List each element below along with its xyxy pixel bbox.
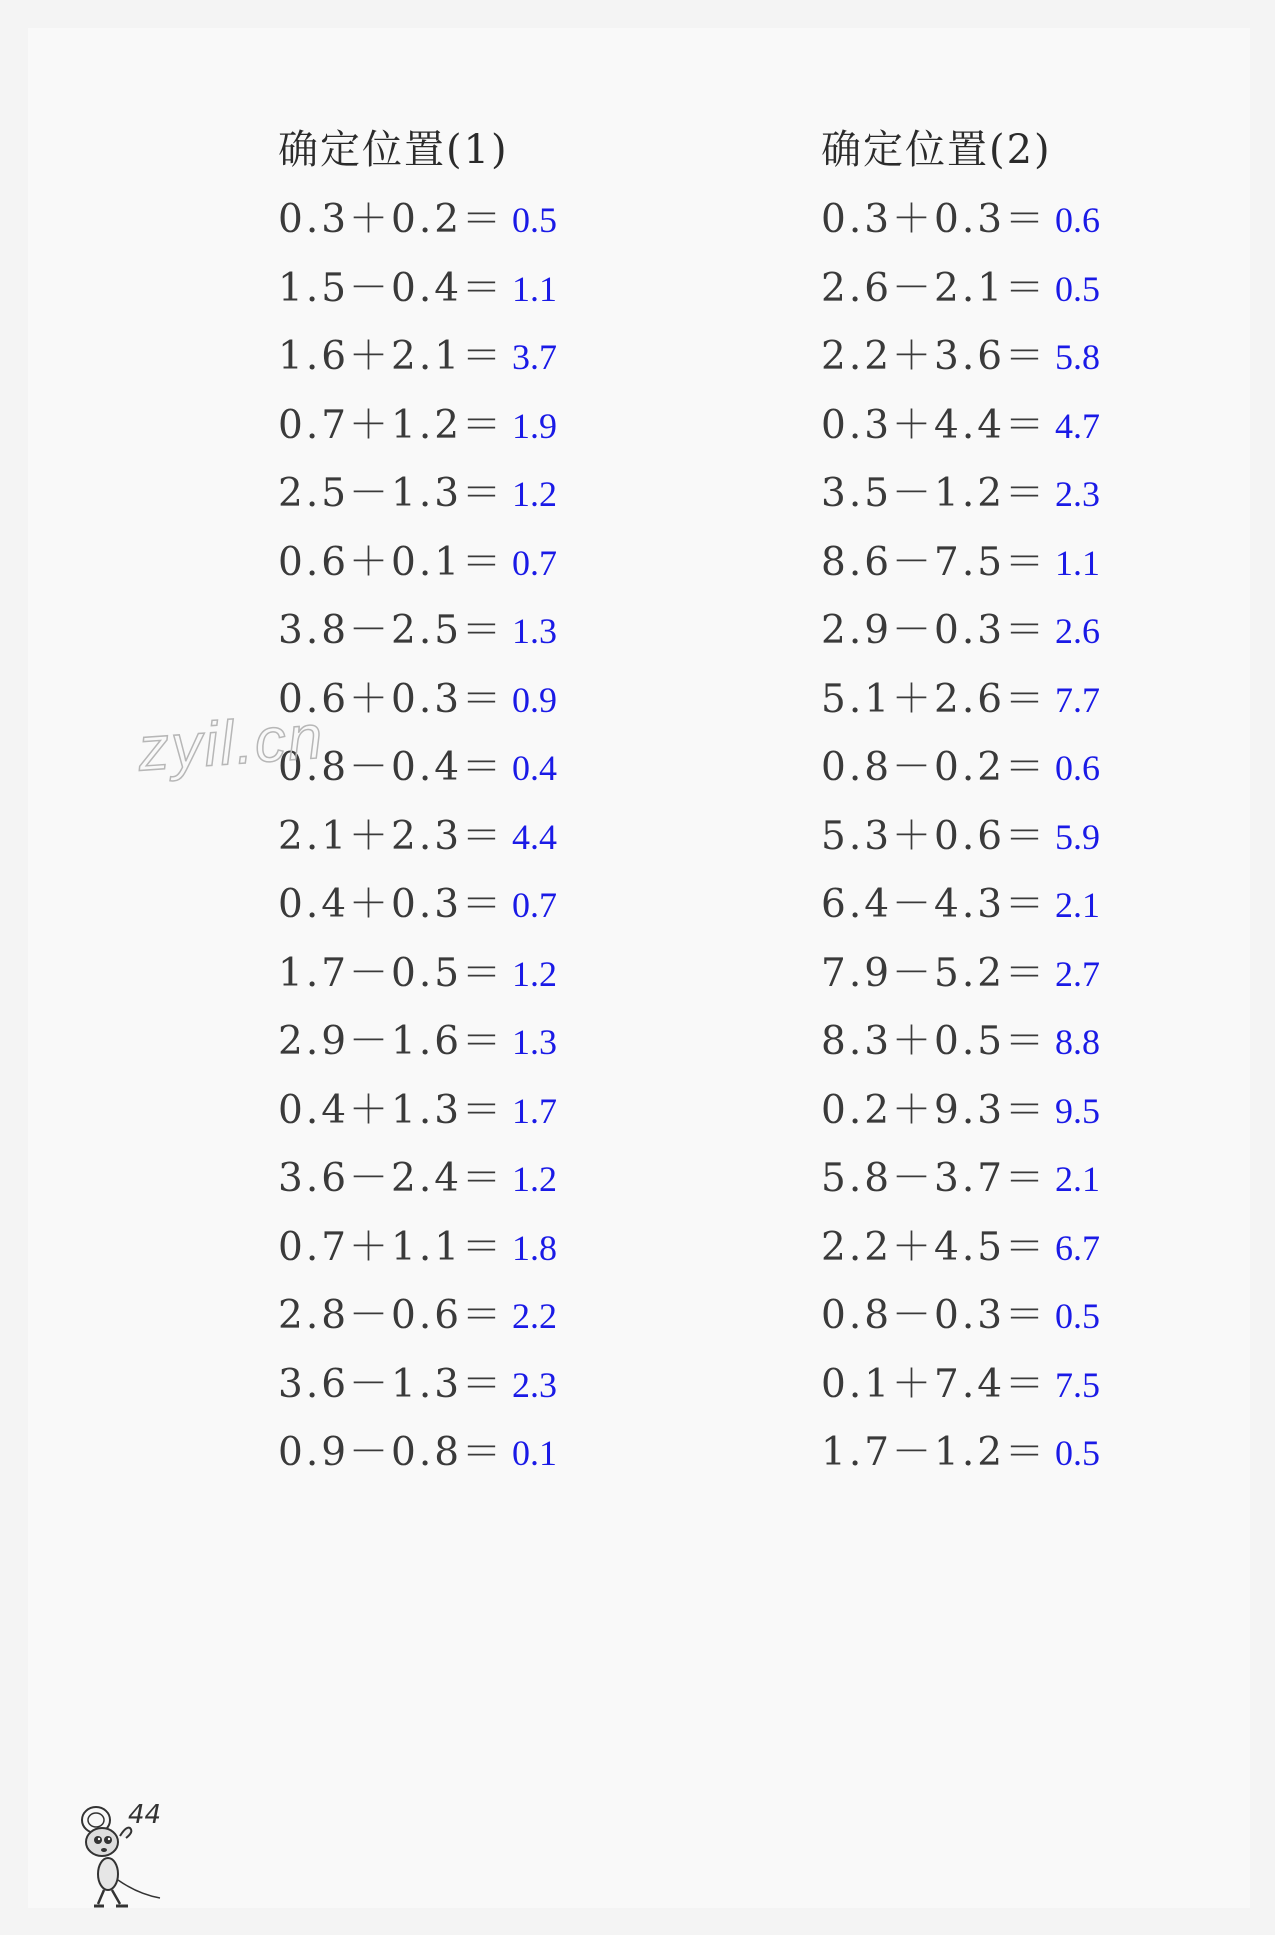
equation-expression: 1.7－1.2＝ <box>821 1430 1048 1475</box>
equation-answer: 0.5 <box>512 200 558 240</box>
equation-answer: 7.7 <box>1055 679 1101 720</box>
equation-expression: 0.1＋7.4＝ <box>821 1361 1048 1407</box>
equation-row <box>821 1291 1100 1341</box>
equation-row <box>278 469 557 519</box>
equation-expression: 5.1＋2.6＝ <box>821 676 1048 722</box>
equation-answer: 4.7 <box>1055 405 1101 446</box>
equation-row <box>821 606 1100 656</box>
equation-answer: 0.9 <box>512 679 558 720</box>
equation-row <box>278 1017 557 1067</box>
equation-expression: 0.6＋0.1＝ <box>278 539 505 585</box>
equation-row <box>278 195 557 245</box>
equation-expression: 0.3＋0.2＝ <box>278 197 505 242</box>
equation-answer: 9.5 <box>1055 1090 1101 1131</box>
equation-row <box>278 812 557 862</box>
equation-answer: 0.7 <box>512 885 558 925</box>
equation-row <box>821 1017 1100 1067</box>
equation-answer: 2.1 <box>1055 885 1101 925</box>
equation-answer: 1.1 <box>1055 542 1101 583</box>
equation-expression: 3.5－1.2＝ <box>821 471 1048 516</box>
equation-answer: 0.5 <box>1055 1433 1101 1473</box>
equation-answer: 3.7 <box>512 337 558 377</box>
equation-answer: 1.2 <box>512 474 558 514</box>
equation-row <box>821 195 1100 245</box>
equation-answer: 8.8 <box>1055 1022 1101 1062</box>
equation-expression: 2.5－1.3＝ <box>278 471 505 516</box>
equation-row <box>278 264 557 314</box>
equation-answer: 5.9 <box>1055 816 1101 857</box>
equation-expression: 1.6＋2.1＝ <box>278 334 505 379</box>
equation-row <box>278 538 557 588</box>
equation-expression: 0.3＋0.3＝ <box>821 197 1048 242</box>
equation-answer: 2.7 <box>1055 953 1101 994</box>
equation-expression: 0.3＋4.4＝ <box>821 402 1048 448</box>
watermark-text: zyil.cn <box>135 702 327 785</box>
equation-expression: 3.6－2.4＝ <box>278 1156 505 1201</box>
equation-row <box>821 1360 1100 1410</box>
equation-expression: 2.9－1.6＝ <box>278 1019 505 1064</box>
left-column-title: 确定位置(1) <box>278 127 509 173</box>
equation-expression: 3.8－2.5＝ <box>278 608 505 653</box>
equation-row <box>821 949 1100 999</box>
equation-answer: 2.6 <box>1055 611 1101 651</box>
equation-expression: 0.7＋1.1＝ <box>278 1224 505 1270</box>
equation-answer: 4.4 <box>512 816 558 857</box>
equation-expression: 2.2＋4.5＝ <box>821 1224 1048 1270</box>
equation-row <box>278 332 557 382</box>
equation-expression: 8.3＋0.5＝ <box>821 1019 1048 1064</box>
equation-expression: 0.8－0.2＝ <box>821 745 1048 790</box>
equation-expression: 2.2＋3.6＝ <box>821 334 1048 379</box>
equation-expression: 0.7＋1.2＝ <box>278 402 505 448</box>
equation-row <box>821 264 1100 314</box>
equation-row <box>278 880 557 930</box>
equation-answer: 0.6 <box>1055 200 1101 240</box>
equation-answer: 0.5 <box>1055 1296 1101 1336</box>
equation-answer: 1.3 <box>512 611 558 651</box>
equation-answer: 1.1 <box>512 268 558 309</box>
equation-row <box>821 743 1100 793</box>
equation-expression: 0.4＋1.3＝ <box>278 1087 505 1133</box>
equation-answer: 1.3 <box>512 1022 558 1062</box>
equation-answer: 2.3 <box>1055 474 1101 514</box>
equation-answer: 5.8 <box>1055 337 1101 377</box>
equation-answer: 1.2 <box>512 1159 558 1199</box>
equation-expression: 2.1＋2.3＝ <box>278 813 505 859</box>
equation-answer: 0.7 <box>512 542 558 583</box>
equation-answer: 0.4 <box>512 748 558 788</box>
equation-answer: 7.5 <box>1055 1364 1101 1405</box>
equation-row <box>821 538 1100 588</box>
equation-expression: 0.8－0.3＝ <box>821 1293 1048 1338</box>
equation-row <box>278 1291 557 1341</box>
equation-expression: 7.9－5.2＝ <box>821 950 1048 996</box>
equation-row <box>278 949 557 999</box>
equation-answer: 1.9 <box>512 405 558 446</box>
equation-row <box>278 1086 557 1136</box>
equation-expression: 5.3＋0.6＝ <box>821 813 1048 859</box>
equation-expression: 5.8－3.7＝ <box>821 1156 1048 1201</box>
equation-row <box>278 1154 557 1204</box>
equation-answer: 1.7 <box>512 1090 558 1131</box>
equation-row <box>821 675 1100 725</box>
equation-expression: 2.8－0.6＝ <box>278 1293 505 1338</box>
equation-row <box>821 1086 1100 1136</box>
equation-row <box>821 332 1100 382</box>
equation-expression: 1.5－0.4＝ <box>278 265 505 311</box>
right-column-title: 确定位置(2) <box>821 127 1052 173</box>
equation-row <box>278 1223 557 1273</box>
equation-row <box>821 401 1100 451</box>
equation-answer: 0.5 <box>1055 268 1101 309</box>
equation-expression: 0.6＋0.3＝ <box>278 676 505 722</box>
equation-answer: 0.6 <box>1055 748 1101 788</box>
equation-row <box>821 812 1100 862</box>
equation-answer: 6.7 <box>1055 1227 1101 1268</box>
equation-row <box>278 606 557 656</box>
equation-row <box>821 880 1100 930</box>
equation-row <box>821 1223 1100 1273</box>
equation-expression: 8.6－7.5＝ <box>821 539 1048 585</box>
equation-answer: 1.8 <box>512 1227 558 1268</box>
workbook-page <box>28 28 1250 1908</box>
equation-expression: 2.9－0.3＝ <box>821 608 1048 653</box>
equation-row <box>821 1154 1100 1204</box>
equation-answer: 2.2 <box>512 1296 558 1336</box>
equation-expression: 1.7－0.5＝ <box>278 950 505 996</box>
equation-answer: 2.1 <box>1055 1159 1101 1199</box>
equation-row <box>278 1360 557 1410</box>
equation-row <box>821 469 1100 519</box>
equation-row <box>278 1428 557 1478</box>
equation-answer: 2.3 <box>512 1364 558 1405</box>
equation-expression: 6.4－4.3＝ <box>821 882 1048 927</box>
equation-answer: 0.1 <box>512 1433 558 1473</box>
equation-expression: 2.6－2.1＝ <box>821 265 1048 311</box>
equation-expression: 0.8－0.4＝ <box>278 745 505 790</box>
equation-expression: 0.2＋9.3＝ <box>821 1087 1048 1133</box>
equation-expression: 0.4＋0.3＝ <box>278 882 505 927</box>
equation-expression: 3.6－1.3＝ <box>278 1361 505 1407</box>
equation-row <box>821 1428 1100 1478</box>
page-number: 44 <box>128 1800 162 1830</box>
equation-answer: 1.2 <box>512 953 558 994</box>
equation-expression: 0.9－0.8＝ <box>278 1430 505 1475</box>
equation-row <box>278 401 557 451</box>
